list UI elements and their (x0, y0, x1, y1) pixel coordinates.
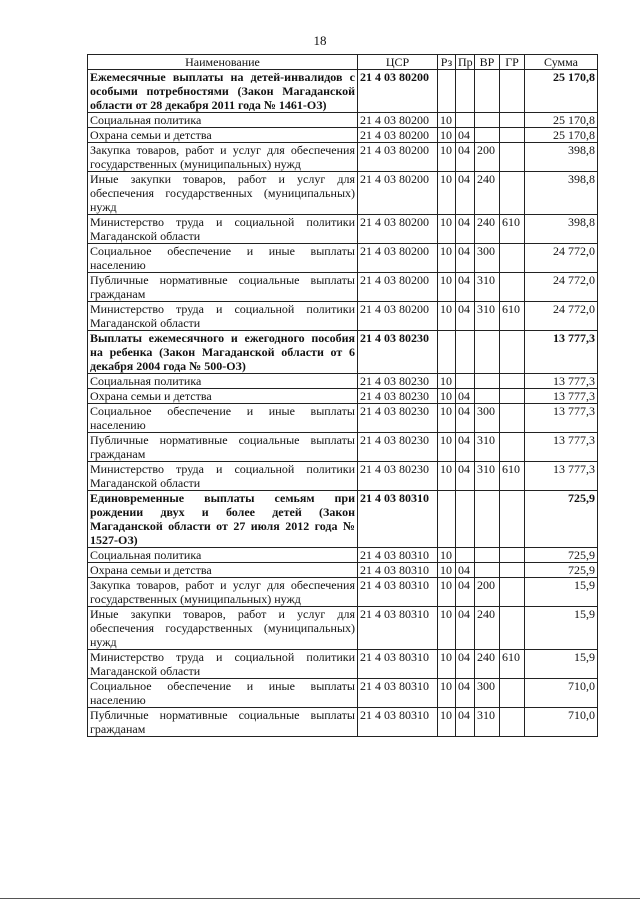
table-cell-pr (456, 113, 475, 128)
table-cell-pr: 04 (456, 650, 475, 679)
table-cell-gr (500, 113, 525, 128)
table-cell-name: Публичные нормативные социальные выплаты гражданам (88, 273, 358, 302)
page-number: 18 (313, 33, 327, 48)
table-cell-gr (500, 563, 525, 578)
table-cell-rz: 10 (438, 650, 456, 679)
table-cell-vr: 310 (475, 708, 500, 737)
table-cell-rz: 10 (438, 215, 456, 244)
table-cell-gr (500, 128, 525, 143)
table-cell-vr (475, 128, 500, 143)
table-cell-csr: 21 4 03 80310 (358, 491, 438, 548)
table-cell-rz: 10 (438, 172, 456, 215)
table-cell-pr: 04 (456, 607, 475, 650)
table-cell-amount: 13 777,3 (525, 433, 598, 462)
table-cell-gr: 610 (500, 650, 525, 679)
table-cell-gr (500, 143, 525, 172)
table-cell-amount: 15,9 (525, 607, 598, 650)
table-cell-gr (500, 607, 525, 650)
table-cell-vr (475, 389, 500, 404)
table-cell-pr (456, 331, 475, 374)
table-cell-name: Социальное обеспечение и иные выплаты населению (88, 679, 358, 708)
table-cell-csr: 21 4 03 80200 (358, 244, 438, 273)
table-cell-rz: 10 (438, 143, 456, 172)
table-cell-gr: 610 (500, 302, 525, 331)
table-row (88, 215, 598, 244)
table-cell-amount: 13 777,3 (525, 331, 598, 374)
table-cell-pr: 04 (456, 578, 475, 607)
budget-table (87, 54, 598, 737)
table-cell-rz: 10 (438, 389, 456, 404)
table-body (88, 70, 598, 737)
table-cell-name: Охрана семьи и детства (88, 128, 358, 143)
table-cell-name: Социальное обеспечение и иные выплаты населению (88, 404, 358, 433)
table-cell-vr: 240 (475, 607, 500, 650)
table-cell-rz: 10 (438, 433, 456, 462)
table-row (88, 650, 598, 679)
table-cell-rz: 10 (438, 302, 456, 331)
table-cell-vr: 300 (475, 679, 500, 708)
column-header-pr: Пр (456, 55, 475, 70)
table-cell-csr: 21 4 03 80310 (358, 578, 438, 607)
table-cell-name: Охрана семьи и детства (88, 563, 358, 578)
table-cell-csr: 21 4 03 80310 (358, 548, 438, 563)
table-cell-csr: 21 4 03 80200 (358, 128, 438, 143)
table-cell-gr (500, 273, 525, 302)
table-cell-pr: 04 (456, 143, 475, 172)
table-cell-gr (500, 708, 525, 737)
table-row (88, 172, 598, 215)
table-cell-csr: 21 4 03 80200 (358, 143, 438, 172)
table-cell-name: Социальная политика (88, 374, 358, 389)
table-cell-pr: 04 (456, 172, 475, 215)
table-cell-pr: 04 (456, 128, 475, 143)
table-cell-amount: 15,9 (525, 578, 598, 607)
table-cell-rz: 10 (438, 404, 456, 433)
table-cell-amount: 25 170,8 (525, 128, 598, 143)
table-cell-name: Публичные нормативные социальные выплаты гражданам (88, 708, 358, 737)
table-cell-rz: 10 (438, 607, 456, 650)
table-row (88, 143, 598, 172)
column-header-amount: Сумма (525, 55, 598, 70)
column-header-rz: Рз (438, 55, 456, 70)
table-cell-csr: 21 4 03 80200 (358, 70, 438, 113)
table-cell-gr (500, 433, 525, 462)
table-cell-amount: 725,9 (525, 563, 598, 578)
table-cell-vr (475, 548, 500, 563)
table-cell-gr (500, 548, 525, 563)
table-cell-vr: 310 (475, 433, 500, 462)
table-cell-vr: 240 (475, 650, 500, 679)
table-cell-csr: 21 4 03 80310 (358, 650, 438, 679)
table-cell-vr: 200 (475, 143, 500, 172)
table-cell-amount: 25 170,8 (525, 70, 598, 113)
table-cell-pr: 04 (456, 462, 475, 491)
table-cell-pr: 04 (456, 244, 475, 273)
table-row (88, 128, 598, 143)
table-row (88, 708, 598, 737)
table-cell-vr: 300 (475, 244, 500, 273)
table-cell-amount: 24 772,0 (525, 244, 598, 273)
table-cell-vr (475, 491, 500, 548)
table-cell-rz (438, 331, 456, 374)
table-cell-amount: 25 170,8 (525, 113, 598, 128)
table-cell-csr: 21 4 03 80230 (358, 462, 438, 491)
table-row (88, 578, 598, 607)
table-cell-vr (475, 113, 500, 128)
table-cell-csr: 21 4 03 80230 (358, 433, 438, 462)
table-cell-csr: 21 4 03 80230 (358, 404, 438, 433)
table-row (88, 70, 598, 113)
table-cell-amount: 13 777,3 (525, 404, 598, 433)
table-cell-gr (500, 70, 525, 113)
table-cell-csr: 21 4 03 80200 (358, 302, 438, 331)
table-cell-rz: 10 (438, 113, 456, 128)
table-cell-name: Социальная политика (88, 113, 358, 128)
table-cell-vr: 300 (475, 404, 500, 433)
table-cell-amount: 710,0 (525, 708, 598, 737)
table-cell-rz: 10 (438, 128, 456, 143)
table-cell-pr: 04 (456, 563, 475, 578)
table-cell-pr: 04 (456, 389, 475, 404)
page-bottom-rule (0, 898, 640, 899)
table-cell-gr (500, 404, 525, 433)
table-cell-csr: 21 4 03 80310 (358, 607, 438, 650)
table-cell-vr (475, 563, 500, 578)
table-cell-csr: 21 4 03 80230 (358, 331, 438, 374)
table-row (88, 607, 598, 650)
table-cell-amount: 13 777,3 (525, 462, 598, 491)
column-header-csr: ЦСР (358, 55, 438, 70)
table-cell-pr (456, 491, 475, 548)
table-cell-gr (500, 172, 525, 215)
table-cell-rz: 10 (438, 563, 456, 578)
table-cell-name: Министерство труда и социальной политики Магаданской области (88, 462, 358, 491)
table-cell-name: Министерство труда и социальной политики Магаданской области (88, 650, 358, 679)
table-row (88, 491, 598, 548)
column-header-name: Наименование (88, 55, 358, 70)
table-cell-csr: 21 4 03 80310 (358, 708, 438, 737)
table-cell-name: Социальное обеспечение и иные выплаты населению (88, 244, 358, 273)
table-cell-amount: 24 772,0 (525, 302, 598, 331)
table-cell-vr: 310 (475, 462, 500, 491)
table-cell-pr: 04 (456, 273, 475, 302)
table-cell-rz: 10 (438, 708, 456, 737)
table-cell-name: Социальная политика (88, 548, 358, 563)
table-cell-csr: 21 4 03 80200 (358, 113, 438, 128)
table-cell-gr (500, 679, 525, 708)
table-cell-pr (456, 70, 475, 113)
table-header-row (88, 55, 598, 70)
table-cell-vr (475, 70, 500, 113)
table-cell-name: Иные закупки товаров, работ и услуг для обеспечения государственных (муниципальных) нужд (88, 607, 358, 650)
table-row (88, 273, 598, 302)
table-cell-csr: 21 4 03 80230 (358, 389, 438, 404)
table-cell-amount: 398,8 (525, 215, 598, 244)
table-cell-rz (438, 491, 456, 548)
table-cell-name: Министерство труда и социальной политики Магаданской области (88, 302, 358, 331)
table-cell-vr (475, 374, 500, 389)
table-cell-amount: 13 777,3 (525, 374, 598, 389)
table-cell-vr: 240 (475, 215, 500, 244)
table-row (88, 548, 598, 563)
table-cell-name: Закупка товаров, работ и услуг для обеспечения государственных (муниципальных) нужд (88, 578, 358, 607)
table-row (88, 679, 598, 708)
table-row (88, 389, 598, 404)
table-cell-rz (438, 70, 456, 113)
table-row (88, 302, 598, 331)
table-cell-name: Министерство труда и социальной политики Магаданской области (88, 215, 358, 244)
table-row (88, 244, 598, 273)
table-cell-pr: 04 (456, 302, 475, 331)
table-cell-gr: 610 (500, 462, 525, 491)
table-cell-pr: 04 (456, 679, 475, 708)
table-cell-rz: 10 (438, 578, 456, 607)
table-cell-pr: 04 (456, 404, 475, 433)
column-header-vr: ВР (475, 55, 500, 70)
table-cell-vr: 310 (475, 273, 500, 302)
table-cell-name: Ежемесячные выплаты на детей-инвалидов с особыми потребностями (Закон Магаданской области от 28 декабря 2011 года № 1461-ОЗ) (88, 70, 358, 113)
table-cell-csr: 21 4 03 80200 (358, 273, 438, 302)
table-cell-name: Единовременные выплаты семьям при рождении двух и более детей (Закон Магаданской области от 27 июля 2012 года № 1527-ОЗ) (88, 491, 358, 548)
table-cell-amount: 398,8 (525, 143, 598, 172)
table-cell-amount: 398,8 (525, 172, 598, 215)
table-cell-amount: 725,9 (525, 548, 598, 563)
table-cell-gr (500, 244, 525, 273)
table-cell-amount: 15,9 (525, 650, 598, 679)
table-cell-csr: 21 4 03 80310 (358, 563, 438, 578)
table-cell-pr (456, 374, 475, 389)
table-cell-csr: 21 4 03 80200 (358, 172, 438, 215)
table-row (88, 331, 598, 374)
table-row (88, 113, 598, 128)
table-cell-pr: 04 (456, 708, 475, 737)
table-cell-rz: 10 (438, 244, 456, 273)
table-cell-name: Иные закупки товаров, работ и услуг для обеспечения государственных (муниципальных) нужд (88, 172, 358, 215)
table-row (88, 563, 598, 578)
table-cell-gr (500, 331, 525, 374)
table-cell-rz: 10 (438, 548, 456, 563)
table-cell-pr: 04 (456, 433, 475, 462)
table-cell-name: Публичные нормативные социальные выплаты гражданам (88, 433, 358, 462)
table-cell-csr: 21 4 03 80230 (358, 374, 438, 389)
table-cell-gr (500, 374, 525, 389)
table-cell-gr: 610 (500, 215, 525, 244)
table-cell-gr (500, 578, 525, 607)
table-row (88, 404, 598, 433)
table-cell-amount: 24 772,0 (525, 273, 598, 302)
table-row (88, 462, 598, 491)
table-cell-csr: 21 4 03 80310 (358, 679, 438, 708)
table-cell-rz: 10 (438, 679, 456, 708)
table-cell-amount: 725,9 (525, 491, 598, 548)
table-row (88, 374, 598, 389)
table-cell-vr: 200 (475, 578, 500, 607)
table-cell-vr (475, 331, 500, 374)
table-cell-rz: 10 (438, 374, 456, 389)
table-cell-vr: 240 (475, 172, 500, 215)
table-cell-csr: 21 4 03 80200 (358, 215, 438, 244)
table-row (88, 433, 598, 462)
table-cell-amount: 13 777,3 (525, 389, 598, 404)
table-cell-gr (500, 491, 525, 548)
table-cell-vr: 310 (475, 302, 500, 331)
table-cell-rz: 10 (438, 273, 456, 302)
table-cell-pr (456, 548, 475, 563)
table-cell-name: Выплаты ежемесячного и ежегодного пособия на ребенка (Закон Магаданской области от 6 декабря 2004 года № 500-ОЗ) (88, 331, 358, 374)
table-cell-amount: 710,0 (525, 679, 598, 708)
table-cell-name: Закупка товаров, работ и услуг для обеспечения государственных (муниципальных) нужд (88, 143, 358, 172)
table-cell-rz: 10 (438, 462, 456, 491)
table-cell-gr (500, 389, 525, 404)
column-header-gr: ГР (500, 55, 525, 70)
table-cell-pr: 04 (456, 215, 475, 244)
table-cell-name: Охрана семьи и детства (88, 389, 358, 404)
